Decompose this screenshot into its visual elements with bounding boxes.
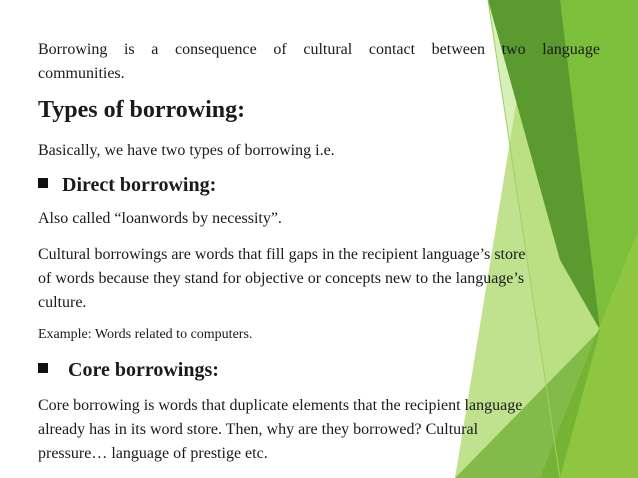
basically-text: Basically, we have two types of borrowing i.e. — [38, 142, 335, 159]
direct-borrowing-bullet — [38, 172, 216, 198]
also-called-text: Also called “loanwords by necessity”. — [38, 210, 282, 227]
example-text: Example: Words related to computers. — [38, 327, 253, 342]
square-bullet-icon — [38, 178, 48, 188]
intro-line-2: communities. — [38, 65, 125, 82]
core-line-3: pressure… language of prestige etc. — [38, 445, 268, 462]
core-line-1: Core borrowing is words that duplicate elements that the recipient language — [38, 397, 523, 414]
square-bullet-icon — [38, 363, 48, 373]
cultural-line-3: culture. — [38, 294, 87, 311]
cultural-line-1: Cultural borrowings are words that fill gaps in the recipient language’s store — [38, 246, 526, 263]
cultural-line-2: of words because they stand for objective or concepts new to the language’s — [38, 270, 525, 287]
core-borrowing-bullet — [38, 357, 219, 383]
intro-line-1: Borrowing is a consequence of cultural contact between two language — [38, 41, 600, 58]
core-line-2: already has in its word store. Then, why are they borrowed? Cultural — [38, 421, 479, 438]
slide-heading: Types of borrowing: — [38, 97, 246, 123]
direct-borrowing-title: Direct borrowing: — [62, 174, 217, 196]
core-borrowing-title: Core borrowings: — [68, 359, 219, 381]
